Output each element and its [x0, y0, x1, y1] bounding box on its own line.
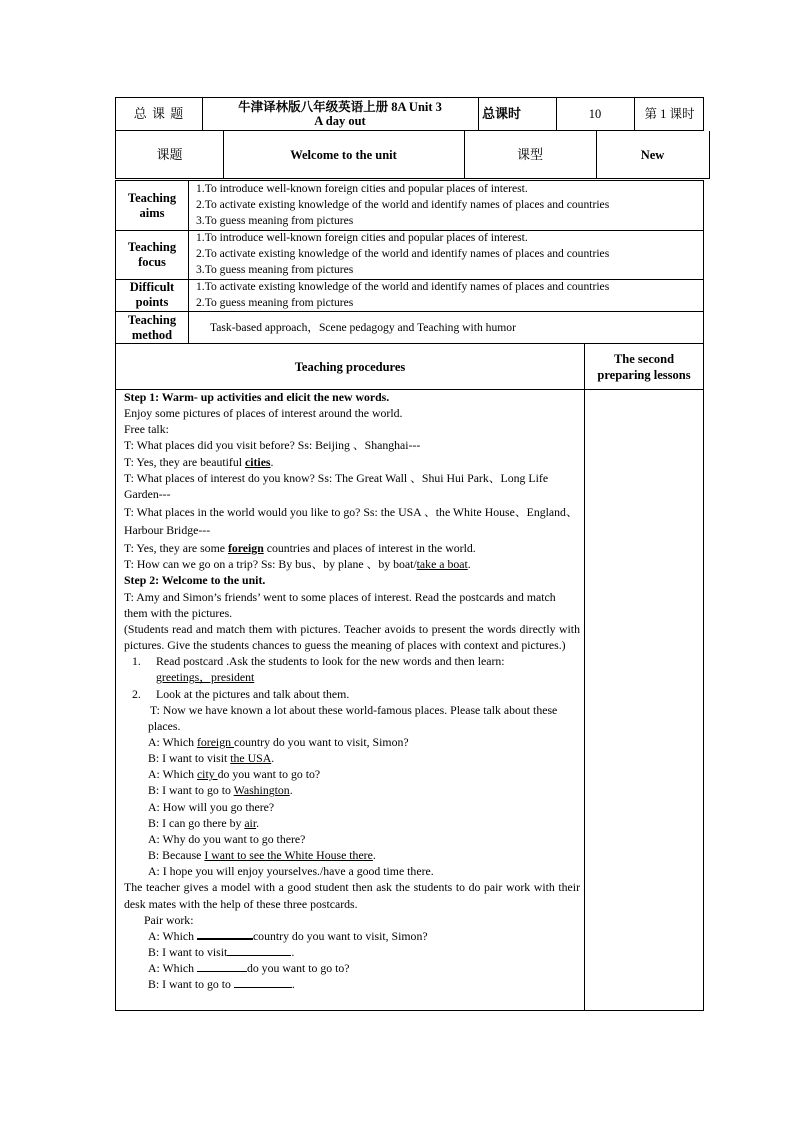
text-line: Free talk:	[124, 422, 169, 437]
text: T: Yes, they are some	[124, 541, 228, 556]
text: A: Which	[148, 734, 197, 749]
keyword: take a boat	[416, 557, 468, 572]
keyword: Washington	[233, 783, 290, 798]
dialogue-line	[124, 976, 580, 992]
dialogue-line	[124, 928, 580, 944]
dialogue-line	[124, 734, 580, 750]
text: B: Because	[148, 848, 205, 863]
list-item	[124, 686, 580, 702]
difficult-list	[196, 279, 697, 311]
list-number: 1.	[132, 654, 141, 669]
step1-title: Step 1: Warm- up activities and elicit the new words.	[124, 390, 390, 404]
text: .	[271, 751, 275, 766]
dialogue-line	[124, 847, 580, 863]
text: B: I want to visit	[148, 945, 228, 959]
difficult-label: Difficult points	[129, 280, 175, 309]
list-item	[124, 653, 580, 669]
keyword: cities	[244, 454, 271, 469]
keyword: the USA	[230, 751, 272, 766]
aims-label: Teaching aims	[127, 190, 177, 220]
total-periods-label: 总课时	[482, 106, 522, 121]
lesson-type-value: New	[640, 147, 665, 162]
text: .	[270, 454, 274, 469]
text-line	[124, 669, 580, 685]
dialogue-line	[124, 944, 580, 960]
fill-blank	[197, 961, 247, 972]
text-line: T: What places did you visit before? Ss: Beijing 、Shanghai---	[124, 438, 421, 453]
text-line	[124, 540, 580, 556]
difficult-item: 2.To guess meaning from pictures	[196, 296, 354, 309]
difficult-item: 1.To activate existing knowledge of the world and identify names of places and countries	[196, 280, 610, 293]
text: country do you want to visit, Simon?	[233, 734, 409, 749]
text-line: Pair work:	[144, 912, 194, 927]
topic-label: 课题	[156, 146, 183, 162]
keyword: greetings，president	[156, 670, 255, 685]
method-label: Teaching method	[127, 312, 177, 342]
text: A: Which	[148, 928, 197, 943]
unit-title-line2: A day out	[314, 114, 366, 128]
header-row-2	[115, 131, 710, 179]
text: T: Yes, they are beautiful	[124, 454, 245, 469]
text: .	[291, 945, 295, 959]
keyword: air	[244, 815, 257, 830]
focus-item: 3.To guess meaning from pictures	[196, 263, 354, 276]
keyword: city	[196, 767, 218, 782]
method-value: Task-based approach，Scene pedagogy and Teaching with humor	[210, 320, 516, 334]
total-periods-value: 10	[588, 107, 602, 121]
dialogue-line: A: I hope you will enjoy yourselves./have a good time there.	[148, 864, 434, 879]
text: A: Which	[148, 961, 197, 976]
dialogue-line	[124, 815, 580, 831]
text: A: Which	[148, 767, 197, 782]
lesson-type-label: 课型	[516, 146, 543, 162]
text: B: I can go there by	[148, 815, 245, 830]
text: do you want to go to?	[246, 961, 350, 976]
dialogue-line: A: Why do you want to go there?	[148, 831, 306, 846]
dialogue-line	[124, 750, 580, 766]
focus-item: 2.To activate existing knowledge of the world and identify names of places and countries	[196, 247, 610, 260]
focus-label: Teaching focus	[127, 239, 177, 269]
text-line: T: Amy and Simon’s friends’ went to some places of interest. Read the postcards and match them with the pictures.	[124, 589, 556, 620]
text: country do you want to visit, Simon?	[252, 928, 428, 943]
aims-item: 1.To introduce well-known foreign cities and popular places of interest.	[196, 182, 528, 195]
aims-item: 2.To activate existing knowledge of the world and identify names of places and countries	[196, 198, 610, 211]
text-line: T: What places in the world would you like to go? Ss: the USA 、the White House、England、Harbour Bridge---	[124, 505, 578, 538]
text-line: T: What places of interest do you know? Ss: The Great Wall 、Shui Hui Park、Long Life Garden---	[124, 470, 549, 501]
text: .	[289, 783, 293, 798]
topic-value: Welcome to the unit	[290, 147, 397, 162]
header-row-1	[115, 97, 704, 131]
text: B: I want to go to	[148, 783, 234, 798]
focus-item: 1.To introduce well-known foreign cities and popular places of interest.	[196, 231, 528, 244]
text-line	[124, 556, 580, 572]
second-preparing-heading: The second preparing lessons	[597, 351, 691, 382]
procedures-heading: Teaching procedures	[294, 359, 406, 374]
fill-blank	[227, 945, 291, 956]
divider	[584, 344, 585, 1010]
total-topic-label: 总 课 题	[133, 106, 185, 121]
keyword: I want to see the White House there	[204, 848, 373, 863]
text: Look at the pictures and talk about them.	[156, 686, 350, 701]
text: countries and places of interest in the world.	[263, 541, 476, 556]
dialogue-line	[124, 766, 580, 782]
unit-title-line1: 牛津译林版八年级英语上册 8A Unit 3	[238, 100, 442, 114]
unit-title	[202, 98, 478, 130]
procedures-table	[115, 343, 704, 1011]
procedures-content	[124, 389, 580, 992]
keyword: foreign	[196, 734, 234, 749]
step2-title: Step 2: Welcome to the unit.	[124, 573, 266, 588]
fill-blank	[197, 928, 253, 940]
text: do you want to go to?	[217, 767, 321, 782]
text: .	[291, 977, 295, 992]
text: .	[372, 848, 376, 863]
text-line: T: Now we have known a lot about these world-famous places. Please talk about these places.	[148, 702, 558, 733]
text-line	[124, 454, 580, 470]
text: .	[256, 815, 260, 830]
text-line: Enjoy some pictures of places of interest around the world.	[124, 406, 403, 421]
info-table	[115, 180, 704, 344]
aims-list	[196, 181, 697, 229]
keyword: foreign	[227, 541, 264, 556]
list-number: 2.	[132, 686, 141, 701]
text: Read postcard .Ask the students to look for the new words and then learn:	[156, 654, 505, 669]
aims-item: 3.To guess meaning from pictures	[196, 214, 354, 227]
text: B: I want to visit	[148, 751, 231, 766]
divider	[188, 181, 189, 343]
text: B: I want to go to	[148, 977, 234, 992]
dialogue-line	[124, 782, 580, 798]
text: .	[467, 557, 471, 572]
focus-list	[196, 230, 697, 278]
period-label: 第 1 课时	[644, 107, 695, 121]
text-line: The teacher gives a model with a good student then ask the students to do pair work with their desk mates with the help of these three postcards.	[124, 880, 580, 911]
dialogue-line: A: How will you go there?	[148, 799, 275, 814]
text-line: (Students read and match them with pictures. Teacher avoids to present the words directly with pictures. Give the students chances to guess the meaning of places with context and pictures.)	[124, 621, 580, 653]
text: T: How can we go on a trip? Ss: By bus、by plane 、by boat/	[124, 557, 417, 572]
dialogue-line	[124, 960, 580, 976]
fill-blank	[234, 977, 292, 988]
